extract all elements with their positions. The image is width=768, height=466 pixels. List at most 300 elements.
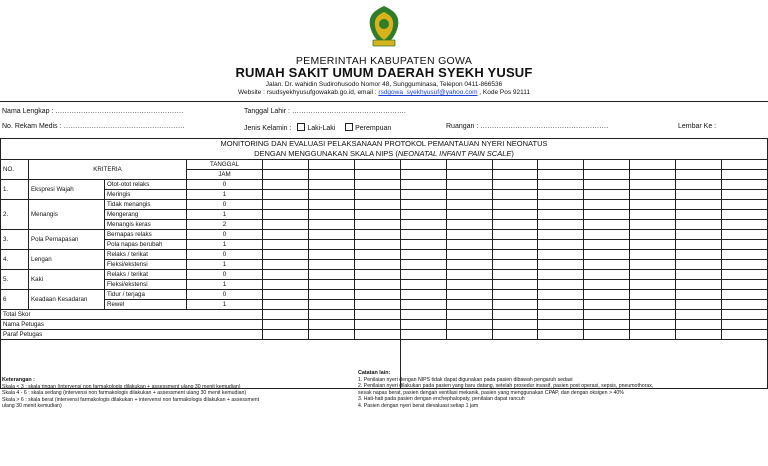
criteria-option-label: Tidak menangis xyxy=(105,200,187,210)
field-jenis-kelamin xyxy=(244,123,391,132)
entry-cell[interactable] xyxy=(400,200,446,210)
hospital-contact xyxy=(0,89,768,96)
entry-cell[interactable] xyxy=(630,270,676,280)
entry-cell[interactable] xyxy=(538,310,584,320)
col-tanggal-header: TANGGAL xyxy=(187,160,263,170)
entry-cell[interactable] xyxy=(308,170,354,180)
field-nama-lengkap: Nama Lengkap : ………………………………………………. xyxy=(2,108,184,115)
criteria-option-label: Relaks / terikat xyxy=(105,250,187,260)
entry-cell[interactable] xyxy=(676,210,722,220)
keterangan-block xyxy=(2,377,347,410)
entry-cell[interactable] xyxy=(630,300,676,310)
entry-cell[interactable] xyxy=(584,260,630,270)
perempuan-label: Perempuan xyxy=(355,125,392,132)
entry-cell[interactable] xyxy=(492,240,538,250)
entry-cell[interactable] xyxy=(630,320,676,330)
criteria-score: 0 xyxy=(187,270,263,280)
entry-cell[interactable] xyxy=(400,280,446,290)
entry-cell[interactable] xyxy=(308,330,354,340)
entry-cell[interactable] xyxy=(722,190,768,200)
entry-cell[interactable] xyxy=(308,250,354,260)
criteria-row xyxy=(1,290,768,300)
criteria-score: 1 xyxy=(187,210,263,220)
field-tanggal-lahir: Tanggal Lahir : …………………………………………. xyxy=(244,108,406,115)
entry-cell[interactable] xyxy=(446,220,492,230)
entry-cell[interactable] xyxy=(630,230,676,240)
entry-cell[interactable] xyxy=(446,320,492,330)
criteria-row xyxy=(1,300,768,310)
email-link[interactable]: rsdgowa_syekhyusuf@yahoo.com xyxy=(378,89,478,96)
entry-cell[interactable] xyxy=(492,200,538,210)
entry-cell[interactable] xyxy=(400,210,446,220)
entry-cell[interactable] xyxy=(354,330,400,340)
col-kriteria-header: KRITERIA xyxy=(29,160,187,180)
entry-cell[interactable] xyxy=(446,160,492,170)
entry-cell[interactable] xyxy=(630,170,676,180)
entry-cell[interactable] xyxy=(446,210,492,220)
entry-cell[interactable] xyxy=(354,270,400,280)
entry-cell[interactable] xyxy=(538,270,584,280)
entry-cell[interactable] xyxy=(492,230,538,240)
entry-cell[interactable] xyxy=(492,170,538,180)
entry-cell[interactable] xyxy=(263,240,309,250)
entry-cell[interactable] xyxy=(630,280,676,290)
entry-cell[interactable] xyxy=(722,300,768,310)
entry-cell[interactable] xyxy=(354,250,400,260)
criteria-number: 2. xyxy=(1,200,29,230)
entry-cell[interactable] xyxy=(722,200,768,210)
entry-cell[interactable] xyxy=(308,300,354,310)
entry-cell[interactable] xyxy=(354,180,400,190)
entry-cell[interactable] xyxy=(630,160,676,170)
criteria-number: 1. xyxy=(1,180,29,200)
entry-cell[interactable] xyxy=(308,290,354,300)
entry-cell[interactable] xyxy=(584,330,630,340)
entry-cell[interactable] xyxy=(446,250,492,260)
entry-cell[interactable] xyxy=(538,250,584,260)
entry-cell[interactable] xyxy=(308,280,354,290)
entry-cell[interactable] xyxy=(676,160,722,170)
entry-cell[interactable] xyxy=(584,160,630,170)
entry-cell[interactable] xyxy=(400,300,446,310)
criteria-score: 0 xyxy=(187,200,263,210)
keterangan-line: Skala < 3 : skala ringan (intervensi non farmakologis dilakukan + assessment ulang 30 menit kemudian) xyxy=(2,383,241,390)
entry-cell[interactable] xyxy=(492,290,538,300)
criteria-option-label: Rewel xyxy=(105,300,187,310)
entry-cell[interactable] xyxy=(446,190,492,200)
entry-cell[interactable] xyxy=(492,280,538,290)
entry-cell[interactable] xyxy=(676,190,722,200)
entry-cell[interactable] xyxy=(492,190,538,200)
entry-cell[interactable] xyxy=(263,180,309,190)
entry-cell[interactable] xyxy=(354,300,400,310)
header-divider xyxy=(0,101,768,102)
entry-cell[interactable] xyxy=(308,310,354,320)
col-no-header: NO. xyxy=(1,160,29,180)
entry-cell[interactable] xyxy=(354,310,400,320)
keterangan-title: Keterangan : xyxy=(2,377,35,383)
entry-cell[interactable] xyxy=(400,330,446,340)
entry-cell[interactable] xyxy=(492,160,538,170)
entry-cell[interactable] xyxy=(676,180,722,190)
entry-cell[interactable] xyxy=(263,220,309,230)
entry-cell[interactable] xyxy=(492,320,538,330)
total-skor-row-label: Total Skor xyxy=(1,310,263,320)
criteria-option-label: Tidur / terjaga xyxy=(105,290,187,300)
criteria-score: 0 xyxy=(187,290,263,300)
entry-cell[interactable] xyxy=(263,270,309,280)
entry-cell[interactable] xyxy=(308,260,354,270)
col-jam-header: JAM xyxy=(187,170,263,180)
catatan-line: 1. Penilaian nyeri dengan NIPS tidak dapat digunakan pada pasien dibawah pengaruh sedasi xyxy=(358,376,573,383)
entry-cell[interactable] xyxy=(538,240,584,250)
entry-cell[interactable] xyxy=(676,330,722,340)
field-lembar-ke: Lembar Ke : xyxy=(678,123,717,130)
criteria-score: 1 xyxy=(187,240,263,250)
entry-cell[interactable] xyxy=(584,230,630,240)
criteria-name: Ekspresi Wajah xyxy=(29,180,105,200)
nips-monitoring-table xyxy=(0,138,768,389)
entry-cell[interactable] xyxy=(263,200,309,210)
hospital-address: Jalan. Dr. wahidin Sudirohusodo Nomor 48, Sungguminasa, Telepon 0411-866536 xyxy=(265,81,503,88)
entry-cell[interactable] xyxy=(584,200,630,210)
table-title-line1: MONITORING DAN EVALUASI PELAKSANAAN PROTOKOL PEMANTAUAN NYERI NEONATUS xyxy=(220,139,548,148)
entry-cell[interactable] xyxy=(354,200,400,210)
criteria-option-label: Mengerang xyxy=(105,210,187,220)
entry-cell[interactable] xyxy=(584,220,630,230)
entry-cell[interactable] xyxy=(630,200,676,210)
entry-cell[interactable] xyxy=(584,280,630,290)
entry-cell[interactable] xyxy=(630,310,676,320)
entry-cell[interactable] xyxy=(263,280,309,290)
entry-cell[interactable] xyxy=(722,320,768,330)
entry-cell[interactable] xyxy=(354,210,400,220)
entry-cell[interactable] xyxy=(584,320,630,330)
entry-cell[interactable] xyxy=(308,200,354,210)
entry-cell[interactable] xyxy=(722,260,768,270)
entry-cell[interactable] xyxy=(538,210,584,220)
entry-cell[interactable] xyxy=(308,190,354,200)
entry-cell[interactable] xyxy=(263,300,309,310)
criteria-number: 3. xyxy=(1,230,29,250)
criteria-row xyxy=(1,220,768,230)
entry-cell[interactable] xyxy=(722,230,768,240)
paraf-petugas-row xyxy=(1,330,768,340)
entry-cell[interactable] xyxy=(676,290,722,300)
criteria-number: 5. xyxy=(1,270,29,290)
entry-cell[interactable] xyxy=(630,180,676,190)
entry-cell[interactable] xyxy=(584,310,630,320)
entry-cell[interactable] xyxy=(492,250,538,260)
entry-cell[interactable] xyxy=(584,240,630,250)
entry-cell[interactable] xyxy=(446,170,492,180)
criteria-option-label: Menangis keras xyxy=(105,220,187,230)
entry-cell[interactable] xyxy=(308,320,354,330)
entry-cell[interactable] xyxy=(676,300,722,310)
entry-cell[interactable] xyxy=(354,160,400,170)
criteria-score: 0 xyxy=(187,250,263,260)
entry-cell[interactable] xyxy=(676,250,722,260)
entry-cell[interactable] xyxy=(722,210,768,220)
entry-cell[interactable] xyxy=(400,240,446,250)
government-name: PEMERINTAH KABUPATEN GOWA xyxy=(295,55,473,67)
entry-cell[interactable] xyxy=(630,260,676,270)
criteria-row xyxy=(1,210,768,220)
entry-cell[interactable] xyxy=(722,270,768,280)
entry-cell[interactable] xyxy=(446,240,492,250)
criteria-name: Keadaan Kesadaran xyxy=(29,290,105,310)
entry-cell[interactable] xyxy=(538,290,584,300)
entry-cell[interactable] xyxy=(263,330,309,340)
entry-cell[interactable] xyxy=(584,210,630,220)
criteria-row xyxy=(1,250,768,260)
entry-cell[interactable] xyxy=(492,210,538,220)
entry-cell[interactable] xyxy=(354,320,400,330)
entry-cell[interactable] xyxy=(308,160,354,170)
total-skor-row xyxy=(1,310,768,320)
entry-cell[interactable] xyxy=(722,330,768,340)
entry-cell[interactable] xyxy=(354,190,400,200)
criteria-score: 1 xyxy=(187,260,263,270)
entry-cell[interactable] xyxy=(584,190,630,200)
entry-cell[interactable] xyxy=(400,220,446,230)
entry-cell[interactable] xyxy=(538,180,584,190)
entry-cell[interactable] xyxy=(722,180,768,190)
criteria-row xyxy=(1,240,768,250)
entry-cell[interactable] xyxy=(263,320,309,330)
entry-cell[interactable] xyxy=(308,180,354,190)
entry-cell[interactable] xyxy=(584,290,630,300)
catatan-line: 4. Pasien dengan nyeri berat dievaluasi setiap 1 jam xyxy=(358,402,479,409)
entry-cell[interactable] xyxy=(722,290,768,300)
laki-laki-label: Laki-Laki xyxy=(307,125,336,132)
entry-cell[interactable] xyxy=(400,320,446,330)
criteria-row xyxy=(1,270,768,280)
entry-cell[interactable] xyxy=(722,240,768,250)
entry-cell[interactable] xyxy=(263,190,309,200)
title2-italic: NEONATAL INFANT PAIN SCALE xyxy=(397,149,512,158)
entry-cell[interactable] xyxy=(538,280,584,290)
entry-cell[interactable] xyxy=(400,270,446,280)
entry-cell[interactable] xyxy=(676,320,722,330)
catatan-line: 3. Hati-hati pada pasien dengan enchephalopaty, penilaian dapat rancuh xyxy=(358,396,525,403)
catatan-line: sesak napas berat, pasien dengan ventilasi mekanik, pasien yang menggunakan CPAP, dan dengan oksigen > 40% xyxy=(358,389,624,396)
entry-cell[interactable] xyxy=(400,190,446,200)
criteria-option-label: Fleksi/ekstensi xyxy=(105,260,187,270)
entry-cell[interactable] xyxy=(676,220,722,230)
entry-cell[interactable] xyxy=(538,230,584,240)
nama-petugas-row-label: Nama Petugas xyxy=(1,320,263,330)
entry-cell[interactable] xyxy=(722,280,768,290)
entry-cell[interactable] xyxy=(538,300,584,310)
criteria-row xyxy=(1,190,768,200)
entry-cell[interactable] xyxy=(676,230,722,240)
entry-cell[interactable] xyxy=(263,210,309,220)
checkbox-laki-laki[interactable] xyxy=(297,123,305,131)
entry-cell[interactable] xyxy=(400,230,446,240)
field-ruangan: Ruangan : ………………………………………………. xyxy=(446,123,609,130)
entry-cell[interactable] xyxy=(400,160,446,170)
criteria-score: 1 xyxy=(187,190,263,200)
entry-cell[interactable] xyxy=(630,290,676,300)
entry-cell[interactable] xyxy=(492,220,538,230)
entry-cell[interactable] xyxy=(676,200,722,210)
entry-cell[interactable] xyxy=(676,310,722,320)
checkbox-perempuan[interactable] xyxy=(345,123,353,131)
entry-cell[interactable] xyxy=(263,250,309,260)
entry-cell[interactable] xyxy=(400,180,446,190)
field-no-rekam-medis: No. Rekam Medis : ……………………………………………. xyxy=(2,123,185,130)
entry-cell[interactable] xyxy=(492,180,538,190)
entry-cell[interactable] xyxy=(584,270,630,280)
criteria-option-label: Otot-otot relaks xyxy=(105,180,187,190)
criteria-number: 6 xyxy=(1,290,29,310)
catatan-title: Catatan lain: xyxy=(358,370,391,376)
entry-cell[interactable] xyxy=(446,230,492,240)
entry-cell[interactable] xyxy=(584,300,630,310)
paraf-petugas-row-label: Paraf Petugas xyxy=(1,330,263,340)
entry-cell[interactable] xyxy=(354,280,400,290)
entry-cell[interactable] xyxy=(308,220,354,230)
entry-cell[interactable] xyxy=(400,170,446,180)
entry-cell[interactable] xyxy=(400,260,446,270)
entry-cell[interactable] xyxy=(676,240,722,250)
entry-cell[interactable] xyxy=(263,160,309,170)
entry-cell[interactable] xyxy=(263,170,309,180)
entry-cell[interactable] xyxy=(538,160,584,170)
entry-cell[interactable] xyxy=(630,190,676,200)
keterangan-line: Skala 4 - 6 : skala sedang (intervensi non farmakologis dilakukan + assessment ulang 30 menit kemudian) xyxy=(2,390,247,397)
entry-cell[interactable] xyxy=(446,280,492,290)
criteria-row xyxy=(1,230,768,240)
entry-cell[interactable] xyxy=(308,240,354,250)
entry-cell[interactable] xyxy=(446,180,492,190)
entry-cell[interactable] xyxy=(630,330,676,340)
entry-cell[interactable] xyxy=(446,260,492,270)
entry-cell[interactable] xyxy=(630,240,676,250)
entry-cell[interactable] xyxy=(446,200,492,210)
entry-cell[interactable] xyxy=(630,250,676,260)
hospital-name: RUMAH SAKIT UMUM DAERAH SYEKH YUSUF xyxy=(235,65,533,80)
criteria-row xyxy=(1,280,768,290)
table-title-row xyxy=(1,139,768,160)
entry-cell[interactable] xyxy=(538,170,584,180)
criteria-score: 1 xyxy=(187,300,263,310)
entry-cell[interactable] xyxy=(400,290,446,300)
entry-cell[interactable] xyxy=(538,190,584,200)
entry-cell[interactable] xyxy=(722,250,768,260)
criteria-name: Kaki xyxy=(29,270,105,290)
entry-cell[interactable] xyxy=(538,330,584,340)
criteria-row xyxy=(1,200,768,210)
entry-cell[interactable] xyxy=(722,310,768,320)
entry-cell[interactable] xyxy=(263,260,309,270)
entry-cell[interactable] xyxy=(722,160,768,170)
catatan-block xyxy=(358,370,766,410)
entry-cell[interactable] xyxy=(308,210,354,220)
entry-cell[interactable] xyxy=(584,180,630,190)
entry-cell[interactable] xyxy=(676,280,722,290)
entry-cell[interactable] xyxy=(354,240,400,250)
criteria-score: 2 xyxy=(187,220,263,230)
entry-cell[interactable] xyxy=(630,220,676,230)
entry-cell[interactable] xyxy=(538,200,584,210)
entry-cell[interactable] xyxy=(400,310,446,320)
entry-cell[interactable] xyxy=(492,330,538,340)
entry-cell[interactable] xyxy=(446,290,492,300)
entry-cell[interactable] xyxy=(263,290,309,300)
title2-prefix: DENGAN MENGGUNAKAN SKALA NIPS ( xyxy=(254,149,398,158)
criteria-name: Pola Pernapasan xyxy=(29,230,105,250)
jenis-kelamin-label: Jenis Kelamin : xyxy=(244,125,292,132)
entry-cell[interactable] xyxy=(263,310,309,320)
entry-cell[interactable] xyxy=(584,170,630,180)
entry-cell[interactable] xyxy=(263,230,309,240)
entry-cell[interactable] xyxy=(492,310,538,320)
entry-cell[interactable] xyxy=(354,220,400,230)
criteria-name: Lengan xyxy=(29,250,105,270)
entry-cell[interactable] xyxy=(446,310,492,320)
criteria-option-label: Bernapas relaks xyxy=(105,230,187,240)
entry-cell[interactable] xyxy=(538,320,584,330)
criteria-option-label: Pola napas berubah xyxy=(105,240,187,250)
nama-petugas-row xyxy=(1,320,768,330)
entry-cell[interactable] xyxy=(446,300,492,310)
criteria-row xyxy=(1,180,768,190)
entry-cell[interactable] xyxy=(308,230,354,240)
website-text: Website : rsudsyekhyusufgowakab.go.id, email : xyxy=(237,89,379,96)
entry-cell[interactable] xyxy=(722,220,768,230)
entry-cell[interactable] xyxy=(722,170,768,180)
postal-code: , Kode Pos 92111 xyxy=(477,89,531,96)
entry-cell[interactable] xyxy=(492,270,538,280)
table-title xyxy=(1,139,768,160)
entry-cell[interactable] xyxy=(446,330,492,340)
entry-cell[interactable] xyxy=(676,270,722,280)
catatan-line: 2. Penilaian nyeri dilakukan pada pasien yang baru datang, setelah prosedur invasif, pasien post operasi, sepsis, pneumothorax, xyxy=(358,383,654,390)
title2-suffix: ) xyxy=(511,149,514,158)
entry-cell[interactable] xyxy=(354,230,400,240)
entry-cell[interactable] xyxy=(446,270,492,280)
criteria-option-label: Meringis xyxy=(105,190,187,200)
entry-cell[interactable] xyxy=(308,270,354,280)
criteria-score: 1 xyxy=(187,280,263,290)
table-title-line2 xyxy=(3,149,765,159)
criteria-number: 4. xyxy=(1,250,29,270)
criteria-score: 0 xyxy=(187,180,263,190)
entry-cell[interactable] xyxy=(676,170,722,180)
entry-cell[interactable] xyxy=(538,260,584,270)
entry-cell[interactable] xyxy=(354,260,400,270)
criteria-score: 0 xyxy=(187,230,263,240)
criteria-option-label: Relaks / terikat xyxy=(105,270,187,280)
entry-cell[interactable] xyxy=(492,260,538,270)
criteria-option-label: Fleksi/ekstensi xyxy=(105,280,187,290)
criteria-row xyxy=(1,260,768,270)
entry-cell[interactable] xyxy=(354,290,400,300)
entry-cell[interactable] xyxy=(492,300,538,310)
entry-cell[interactable] xyxy=(354,170,400,180)
entry-cell[interactable] xyxy=(584,250,630,260)
keterangan-line: ulang 30 menit kemudian) xyxy=(2,403,62,410)
entry-cell[interactable] xyxy=(676,260,722,270)
hospital-logo-emblem xyxy=(364,4,404,50)
entry-cell[interactable] xyxy=(538,220,584,230)
keterangan-line: Skala > 6 : skala berat (intervensi farmakologis dilakukan + intervensi non farmakologis dilakukan + assessment xyxy=(2,396,260,403)
entry-cell[interactable] xyxy=(630,210,676,220)
entry-cell[interactable] xyxy=(400,250,446,260)
criteria-name: Menangis xyxy=(29,200,105,230)
